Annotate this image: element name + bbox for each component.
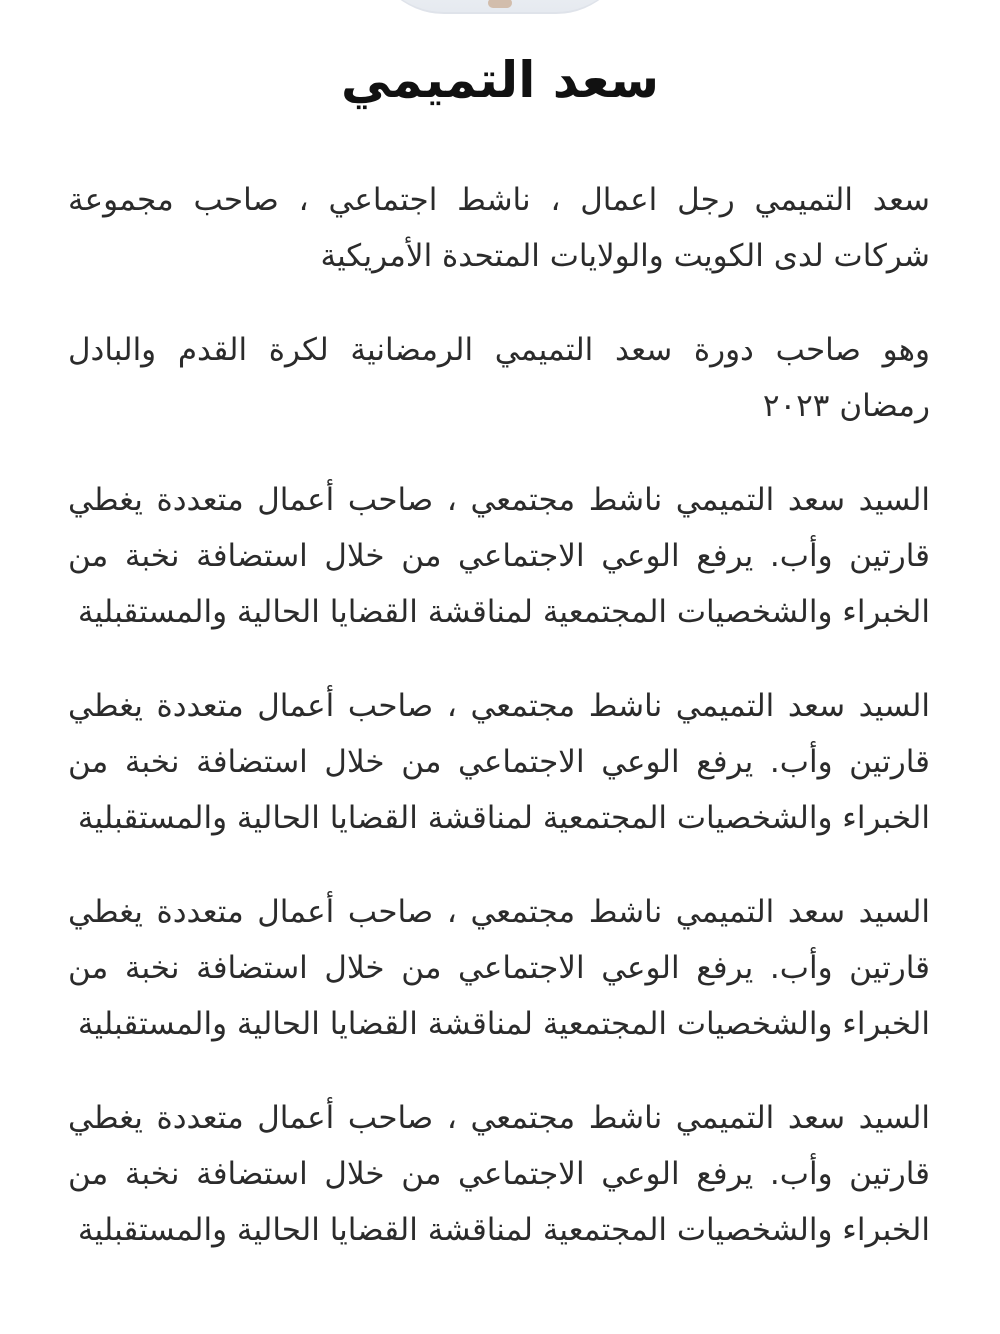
avatar-photo-icon [488,0,512,8]
paragraph-bio: السيد سعد التميمي ناشط مجتمعي ، صاحب أعمال متعددة يغطي قارتين وأب. يرفع الوعي الاجتماعي من خلال استضافة نخبة من الخبراء والشخصيات المجتمعية لمناقشة القضايا الحالية والمستقبلية [68,1100,930,1248]
paragraph-bio: السيد سعد التميمي ناشط مجتمعي ، صاحب أعمال متعددة يغطي قارتين وأب. يرفع الوعي الاجتماعي من خلال استضافة نخبة من الخبراء والشخصيات المجتمعية لمناقشة القضايا الحالية والمستقبلية [68,482,930,630]
paragraph-bio: السيد سعد التميمي ناشط مجتمعي ، صاحب أعمال متعددة يغطي قارتين وأب. يرفع الوعي الاجتماعي من خلال استضافة نخبة من الخبراء والشخصيات المجتمعية لمناقشة القضايا الحالية والمستقبلية [68,894,930,1042]
paragraph-intro: سعد التميمي رجل اعمال ، ناشط اجتماعي ، صاحب مجموعة شركات لدى الكويت والولايات المتحدة الأمريكية [68,182,930,274]
paragraph-tournament: وهو صاحب دورة سعد التميمي الرمضانية لكرة القدم والبادل رمضان ٢٠٢٣ [68,332,930,424]
page-title: سعد التميمي [340,51,660,109]
paragraph-bio: السيد سعد التميمي ناشط مجتمعي ، صاحب أعمال متعددة يغطي قارتين وأب. يرفع الوعي الاجتماعي من خلال استضافة نخبة من الخبراء والشخصيات المجتمعية لمناقشة القضايا الحالية والمستقبلية [68,688,930,836]
avatar [370,0,630,14]
article-body [68,172,930,1296]
